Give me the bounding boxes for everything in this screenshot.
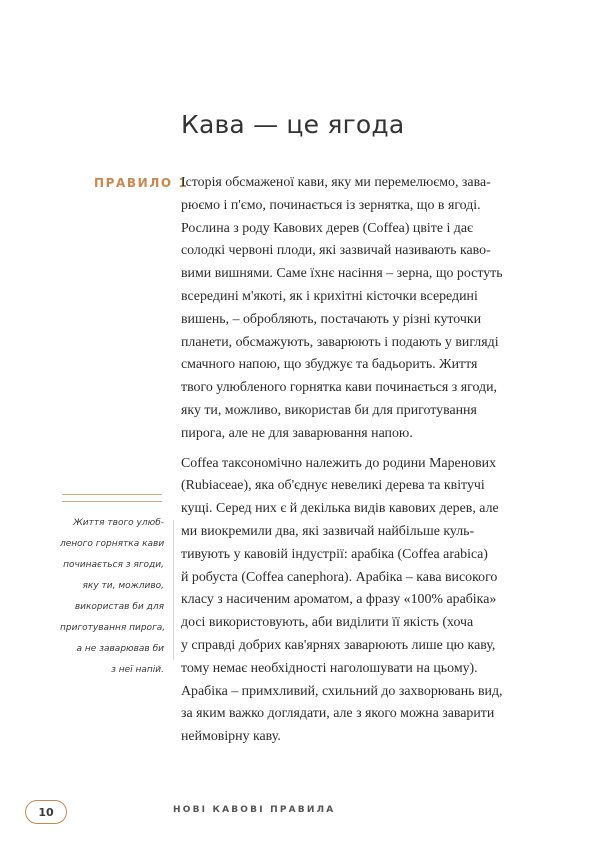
text-line: солодкі червоні плоди, які зазвичай називають каво- xyxy=(181,243,491,259)
sidenote-line: яку ти, можливо, xyxy=(82,581,164,591)
text-line: Арабіка – примхливий, схильний до захворювань вид, xyxy=(181,683,503,699)
text-line: Coffea таксономічно належить до родини Маренових xyxy=(181,455,497,471)
sidenote-line: використав би для xyxy=(74,602,164,612)
text-line: Рослина з роду Кавових дерев (Coffea) цвіте і дає xyxy=(181,220,474,236)
text-line: пирога, але не для заварювання напою. xyxy=(181,425,413,441)
sidenote-divider xyxy=(173,520,174,660)
text-line: смачного напою, що збуджує та бадьорить. Життя xyxy=(181,357,478,373)
text-line: неймовірну каву. xyxy=(181,729,281,745)
chapter-title: Кава — це ягода xyxy=(181,110,405,139)
sidenote-line: приготування пирога, xyxy=(60,623,166,633)
paragraph-gap xyxy=(181,446,533,453)
text-line: досі використовують, аби виділити її якість (хоча xyxy=(181,615,474,631)
rule-label: ПРАВИЛО 1 xyxy=(94,176,189,190)
sidenote-line: починається з ягоди, xyxy=(63,560,164,570)
text-line: (Rubiaceae), яка об'єднує невеликі дерева та квітучі xyxy=(181,478,485,494)
text-line: ми виокремили два, які зазвичай найбільше куль- xyxy=(181,523,475,539)
text-line: тому немає необхідності наголошувати на цьому). xyxy=(181,660,478,676)
text-line: кущі. Серед них є й декілька видів кавових дерев, але xyxy=(181,501,499,517)
text-line: твого улюбленого горнятка кави починається з ягоди, xyxy=(181,380,497,396)
text-line: тивують у кавовій індустрії: арабіка (Coffea arabica) xyxy=(181,546,488,562)
page-number: 10 xyxy=(38,805,54,819)
text-line: у справді добрих кав'ярнях заварюють лише цю каву, xyxy=(181,637,496,653)
sidenote-line: леного горнятка кави xyxy=(60,539,165,549)
sidenote-quote xyxy=(60,513,164,681)
sidenote-line: з неї напій. xyxy=(111,665,164,675)
text-line: вими вишнями. Саме їхнє насіння – зерна, що ростуть xyxy=(181,266,503,282)
text-line: рюємо і п'ємо, починається із зернятка, що в ягоді. xyxy=(181,197,481,213)
text-line: яку ти, можливо, використав би для приготування xyxy=(181,402,477,418)
sidenote-line: а не заварював би xyxy=(76,644,164,654)
sidenote-rule-top xyxy=(62,494,162,495)
text-line: за яким важко доглядати, але з якого можна заварити xyxy=(181,706,495,722)
text-line: планети, обсмажують, заварюють і подають у вигляді xyxy=(181,334,499,350)
text-line: й робуста (Coffea canephora). Арабіка – кава високого xyxy=(181,569,498,585)
paragraph-2 xyxy=(181,453,533,749)
sidenote-rule-bottom xyxy=(62,501,162,502)
text-line: Історія обсмаженої кави, яку ми перемелюємо, зава- xyxy=(181,175,491,190)
running-title: НОВІ КАВОВІ ПРАВИЛА xyxy=(173,805,336,815)
paragraph-1 xyxy=(181,172,533,446)
text-line: вишень, – обробляють, постачають у різні куточки xyxy=(181,311,482,327)
body-text xyxy=(181,172,533,749)
page-number-badge xyxy=(25,800,67,824)
text-line: всередині м'якоті, як і крихітні кісточки всередині xyxy=(181,288,478,304)
sidenote-line: Життя твого улюб- xyxy=(73,518,164,528)
text-line: класу з насиченим ароматом, а фразу «100% арабіка» xyxy=(181,592,497,608)
